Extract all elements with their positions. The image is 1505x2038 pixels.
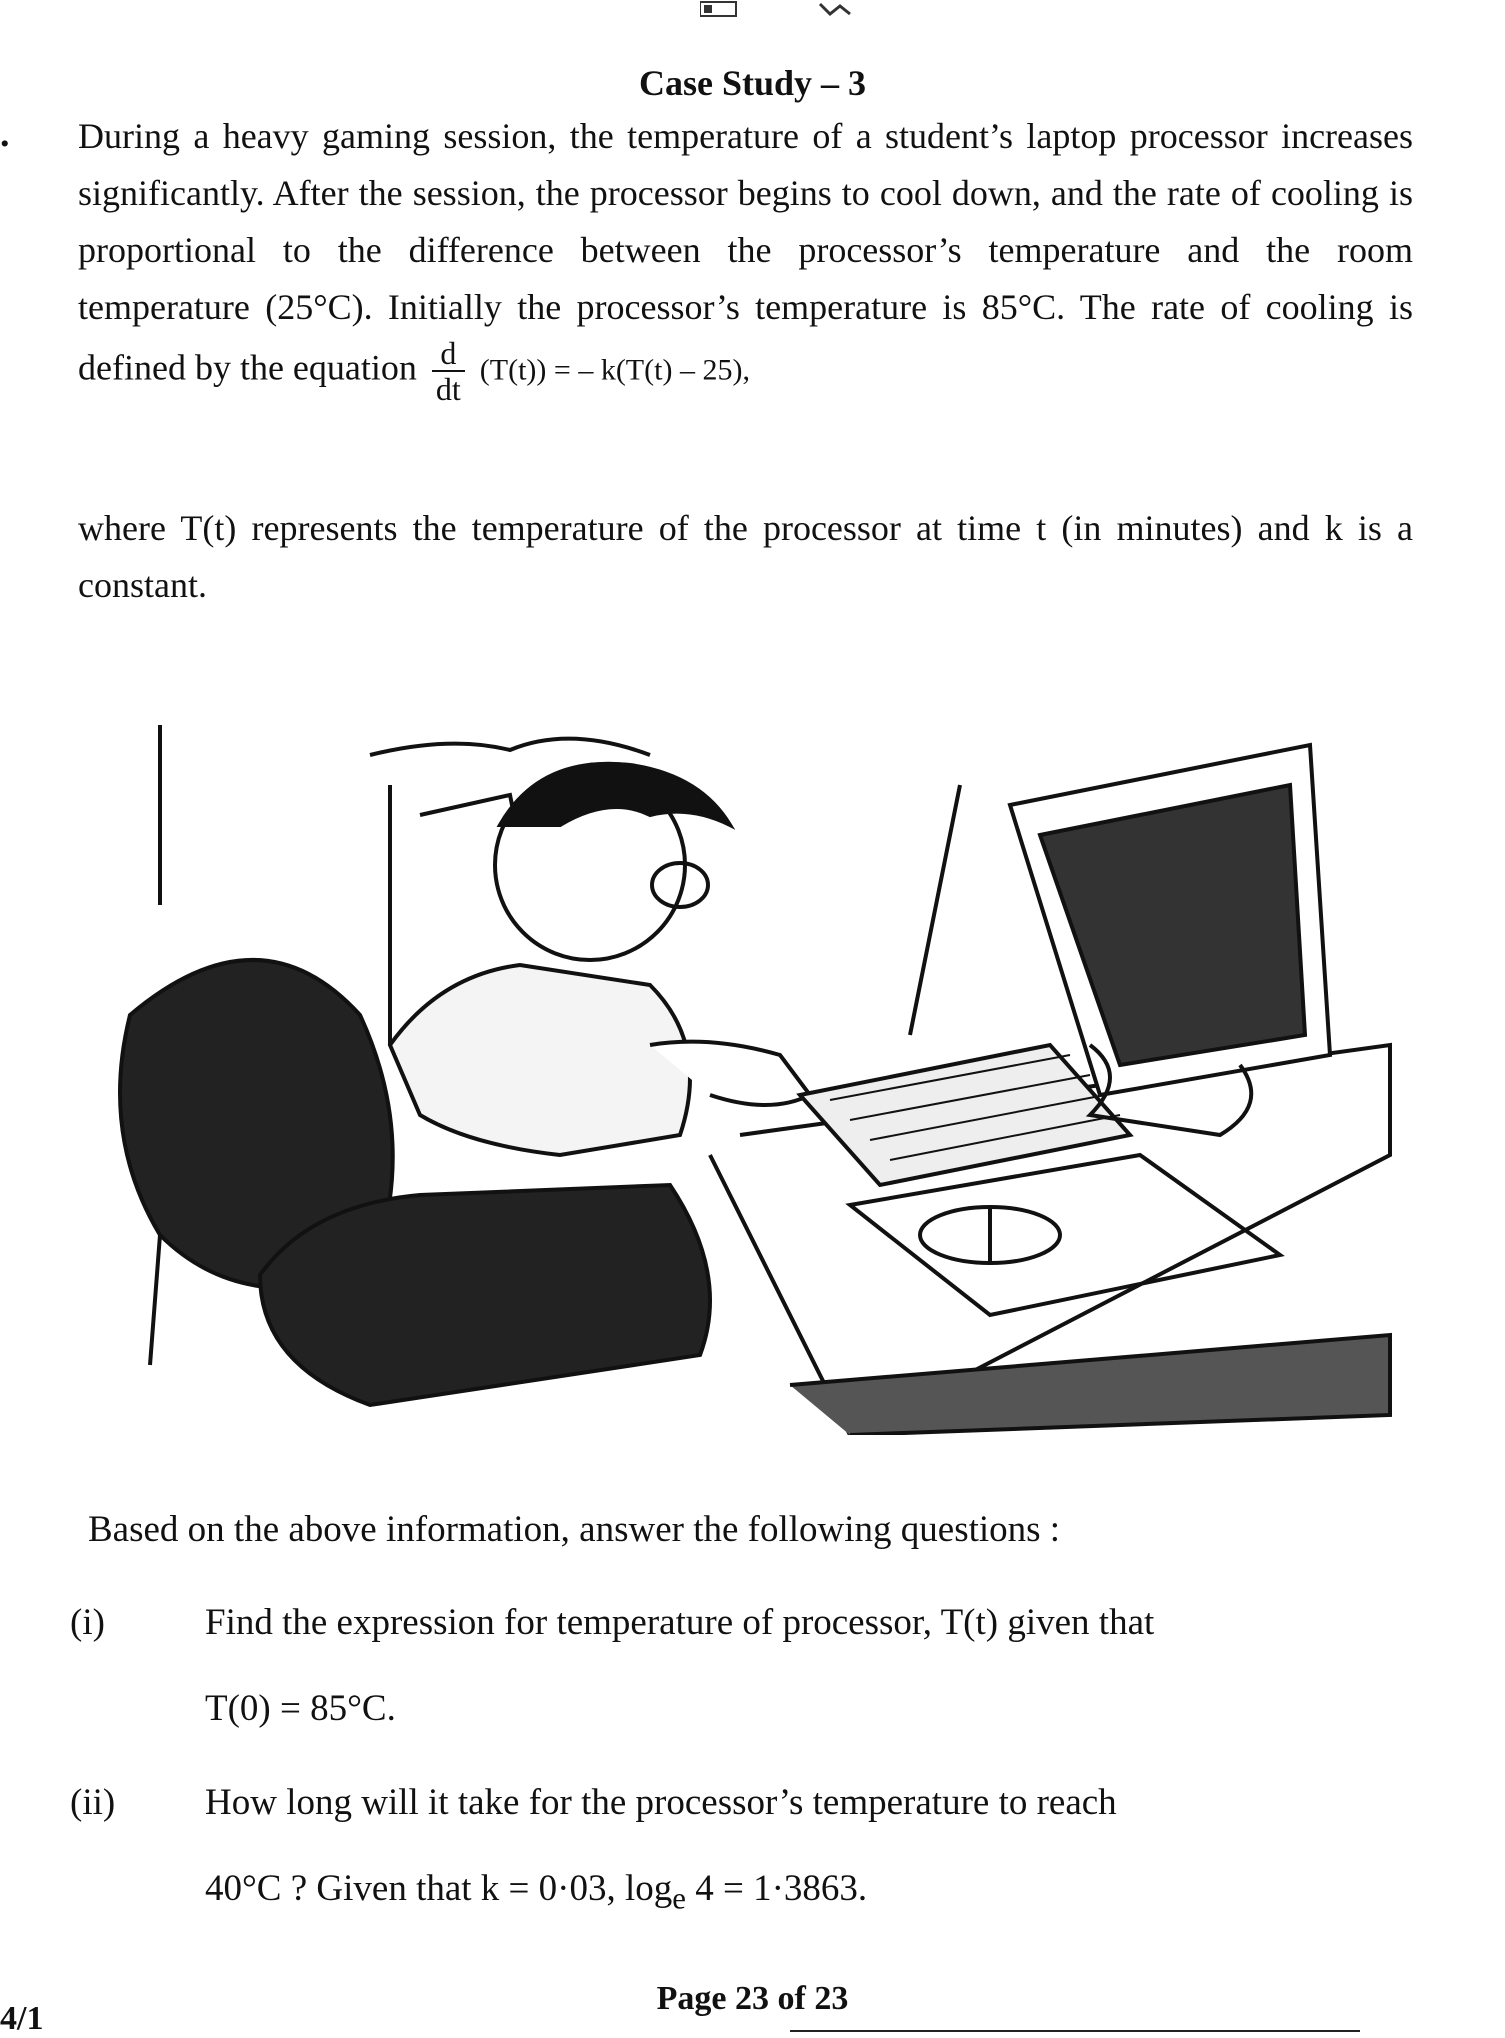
question-label: (i) [70, 1602, 105, 1643]
log-base-subscript: e [672, 1881, 686, 1916]
question-line-part: 4 = 1·3863. [685, 1868, 868, 1909]
questions-prompt: Based on the above information, answer the following questions : [88, 1509, 1061, 1550]
page-number: Page 23 of 23 [656, 1980, 849, 2017]
question-line: Find the expression for temperature of processor, T(t) given that [205, 1602, 1155, 1643]
equation-rest: (T(t)) = – k(T(t) – 25), [479, 353, 750, 387]
footer-rule [790, 2030, 1360, 2032]
question-number: . [0, 113, 10, 155]
question-text [205, 1580, 1450, 1752]
fraction-denominator: dt [435, 371, 461, 407]
question-line-part: 40°C ? Given that k = 0·03, log [205, 1868, 673, 1909]
fraction-numerator: d [432, 336, 465, 372]
top-registration-marks [700, 0, 860, 22]
case-study-title: Case Study – 3 [638, 63, 867, 103]
question-text [205, 1760, 1450, 1941]
paper-code: 4/1 [0, 2000, 44, 2037]
student-gaming-illustration [90, 715, 1395, 1435]
case-description [78, 108, 1413, 406]
case-description-continued: where T(t) represents the temperature of the processor at time t (in minutes) and k is a constant. [78, 508, 1413, 605]
question-line: How long will it take for the processor’s temperature to reach [205, 1782, 1117, 1823]
question-label: (ii) [70, 1782, 116, 1823]
question-line [205, 1846, 1450, 1941]
derivative-fraction [432, 336, 465, 406]
case-main-text: During a heavy gaming session, the temperature of a student’s laptop processor increases significantly. After the session, the processor begins to cool down, and the rate of cooling is proportional to the difference between the processor’s temperature and the room temperature (25°C). Initially the processor’s temperature is 85°C. The rate of cooling is defined by the equation [78, 116, 1413, 388]
question-line: T(0) = 85°C. [205, 1688, 396, 1729]
